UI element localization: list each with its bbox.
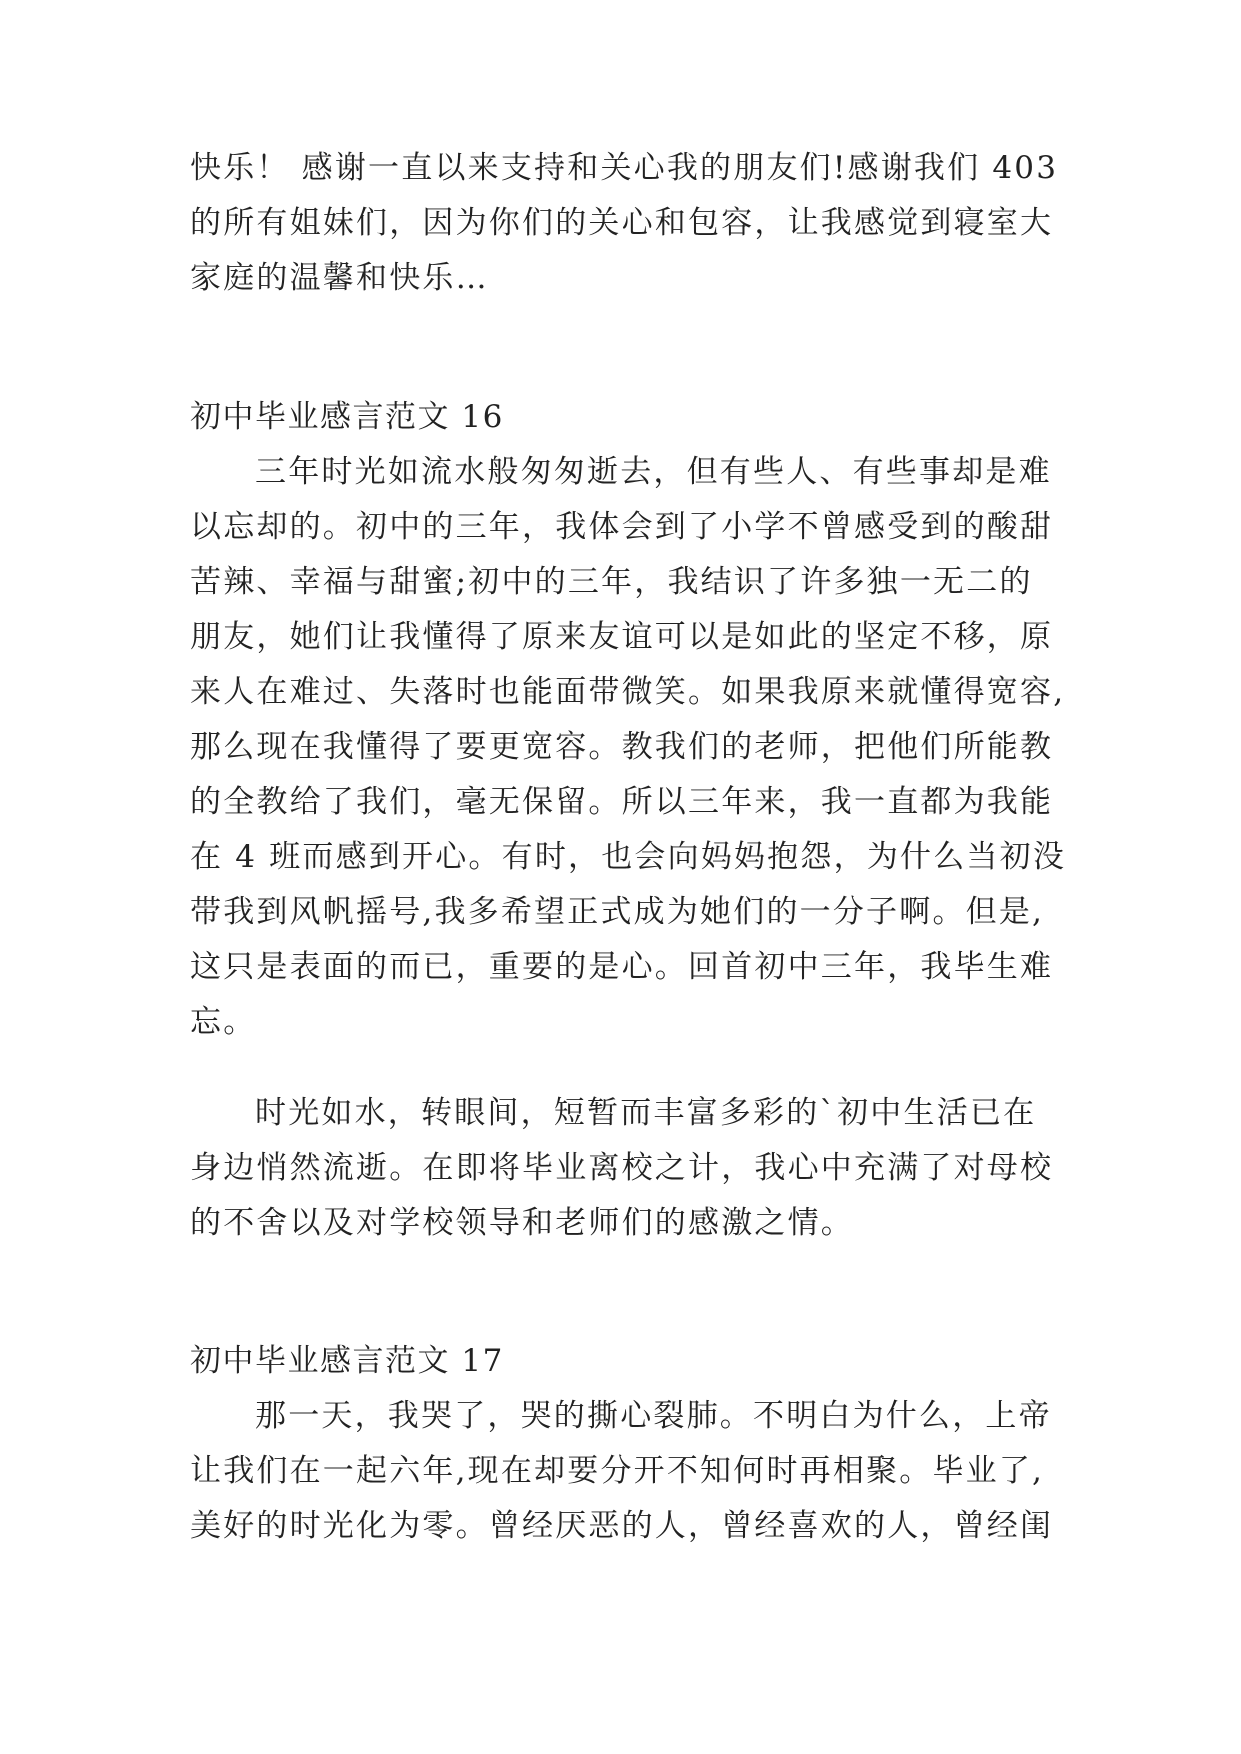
section-16-para1-line-5: 来人在难过、失落时也能面带微笑。如果我原来就懂得宽容, bbox=[190, 674, 1066, 710]
section-16-para1-line-1: 三年时光如流水般匆匆逝去，但有些人、有些事却是难 bbox=[255, 454, 1052, 490]
section-16-para1-line-10: 这只是表面的而已，重要的是心。回首初中三年，我毕生难 bbox=[190, 949, 1054, 985]
section-16-para1-line-8: 在 4 班而感到开心。有时，也会向妈妈抱怨，为什么当初没 bbox=[190, 839, 1067, 875]
section-16-para2-line-1: 时光如水，转眼间，短暂而丰富多彩的`初中生活已在 bbox=[255, 1095, 1037, 1131]
section-17-para1-line-2: 让我们在一起六年,现在却要分开不知何时再相聚。毕业了, bbox=[190, 1453, 1045, 1489]
section-16-heading: 初中毕业感言范文 16 bbox=[190, 399, 504, 435]
section-17-para1-line-1: 那一天，我哭了，哭的撕心裂肺。不明白为什么，上帝 bbox=[255, 1398, 1052, 1434]
intro-line-1: 快乐！ 感谢一直以来支持和关心我的朋友们!感谢我们 403 bbox=[190, 150, 1059, 186]
intro-line-2: 的所有姐妹们，因为你们的关心和包容，让我感觉到寝室大 bbox=[190, 205, 1054, 241]
section-17-heading: 初中毕业感言范文 17 bbox=[190, 1343, 504, 1379]
section-16-para1-line-11: 忘。 bbox=[190, 1004, 257, 1040]
section-17-para1-line-3: 美好的时光化为零。曾经厌恶的人，曾经喜欢的人，曾经闺 bbox=[190, 1508, 1054, 1544]
intro-line-3: 家庭的温馨和快乐… bbox=[190, 260, 489, 296]
section-16-para1-line-3: 苦辣、幸福与甜蜜;初中的三年，我结识了许多独一无二的 bbox=[190, 564, 1033, 600]
section-16-para2-line-2: 身边悄然流逝。在即将毕业离校之计，我心中充满了对母校 bbox=[190, 1150, 1054, 1186]
section-16-para1-line-6: 那么现在我懂得了要更宽容。教我们的老师，把他们所能教 bbox=[190, 729, 1054, 765]
section-16-para1-line-2: 以忘却的。初中的三年，我体会到了小学不曾感受到的酸甜 bbox=[190, 509, 1054, 545]
section-16-para1-line-9: 带我到风帆摇号,我多希望正式成为她们的一分子啊。但是, bbox=[190, 894, 1045, 930]
section-16-para2-line-3: 的不舍以及对学校领导和老师们的感激之情。 bbox=[190, 1205, 854, 1241]
section-16-para1-line-4: 朋友，她们让我懂得了原来友谊可以是如此的坚定不移，原 bbox=[190, 619, 1054, 655]
section-16-para1-line-7: 的全教给了我们，毫无保留。所以三年来，我一直都为我能 bbox=[190, 784, 1054, 820]
